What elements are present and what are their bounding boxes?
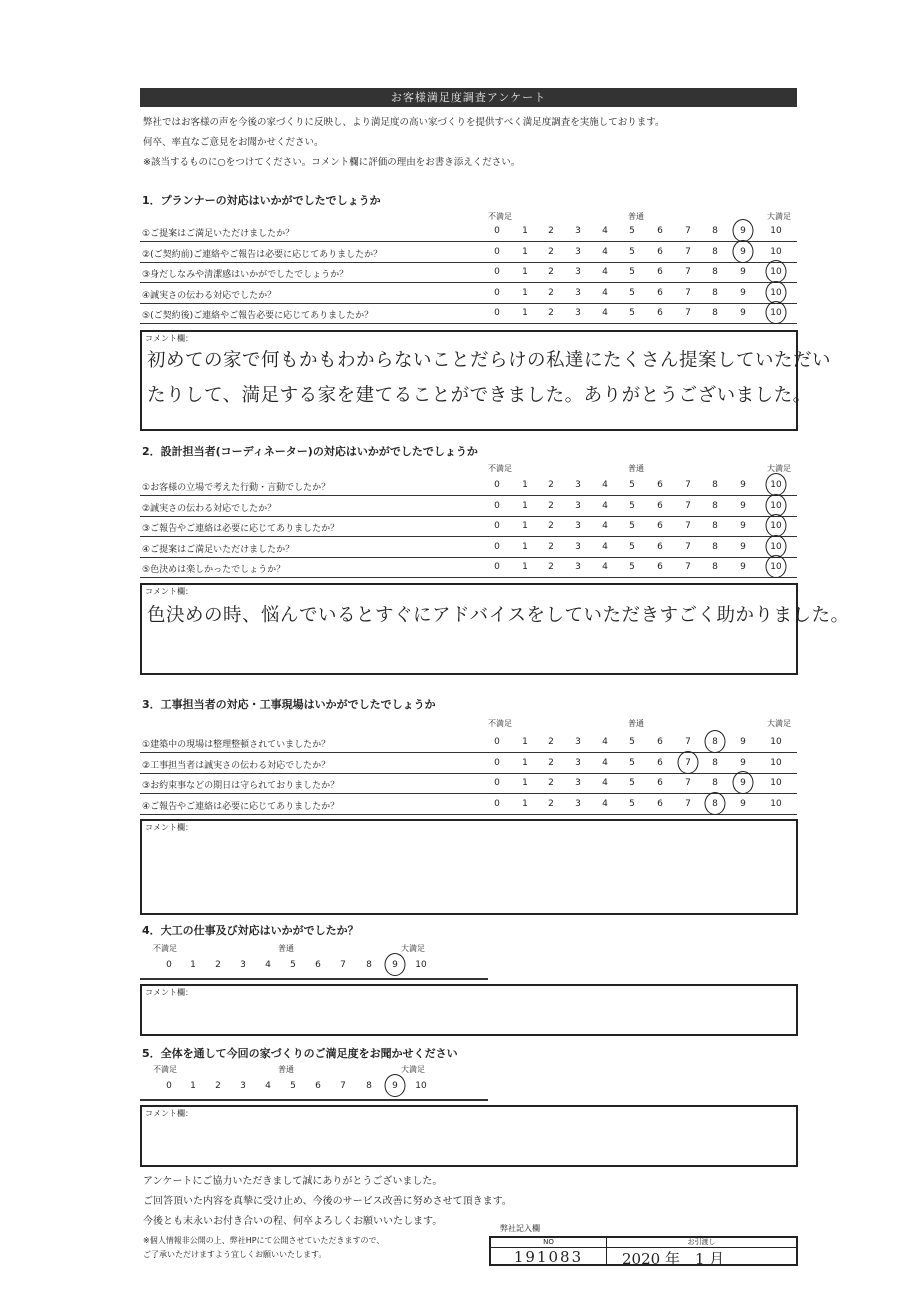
rating-option[interactable]: 7 — [685, 798, 691, 809]
rating-option[interactable]: 7 — [685, 226, 691, 236]
selected-rating[interactable]: 9 — [732, 247, 754, 257]
rating-option[interactable]: 8 — [712, 246, 718, 257]
rating-option[interactable]: 1 — [522, 308, 528, 318]
rating-option[interactable]: 8 — [366, 1081, 372, 1091]
rating-option[interactable]: 7 — [685, 287, 691, 298]
rating-option[interactable]: 1 — [522, 541, 528, 552]
rating-option[interactable]: 4 — [602, 308, 608, 318]
rating-option[interactable]: 6 — [657, 778, 663, 788]
rating-option[interactable]: 5 — [629, 267, 635, 277]
selected-rating[interactable]: 8 — [704, 737, 726, 747]
rating-option[interactable]: 0 — [494, 226, 500, 236]
rating-option[interactable]: 3 — [575, 757, 581, 768]
question-text: ①建築中の現場は整理整頓されていましたか？ — [142, 740, 331, 750]
rating-option[interactable]: 5 — [290, 960, 296, 970]
rating-option[interactable]: 8 — [712, 480, 718, 490]
office-use-table — [489, 1236, 798, 1266]
rating-option[interactable]: 7 — [685, 480, 691, 490]
rating-option[interactable]: 8 — [712, 521, 718, 531]
scale-high-label: 大満足 — [767, 464, 791, 473]
section-3-title: 3．工事担当者の対応・工事現場はいかがでしたでしょうか — [142, 698, 436, 711]
rating-option[interactable]: 9 — [740, 757, 746, 768]
rating-option[interactable]: 8 — [366, 960, 372, 970]
comment-label: コメント欄： — [145, 334, 193, 343]
scale-low-label: 不満足 — [488, 464, 512, 473]
question-row — [140, 263, 797, 283]
rating-option[interactable]: 4 — [602, 737, 608, 747]
rating-option[interactable]: 8 — [712, 500, 718, 511]
question-text: ⑤(ご契約後)ご連絡やご報告必要に応じてありましたか？ — [142, 311, 374, 321]
rating-option[interactable]: 0 — [166, 960, 172, 970]
closing-line-2: ご回答頂いた内容を真摯に受け止め、今後のサービス改善に努めさせて頂きます。 — [143, 1196, 512, 1207]
rating-option[interactable]: 7 — [685, 267, 691, 277]
rating-option[interactable]: 3 — [575, 541, 581, 552]
rating-option[interactable]: 6 — [657, 480, 663, 490]
question-text: ②誠実さの伝わる対応でしたか？ — [142, 503, 277, 514]
rating-option[interactable]: 5 — [629, 757, 635, 768]
rating-option[interactable]: 10 — [770, 246, 782, 257]
rating-option[interactable]: 2 — [548, 737, 554, 747]
rating-option[interactable]: 5 — [629, 521, 635, 531]
rating-option[interactable]: 6 — [657, 541, 663, 552]
rating-option[interactable]: 0 — [494, 562, 500, 572]
question-row — [140, 538, 797, 558]
rating-option[interactable]: 10 — [415, 1081, 427, 1091]
question-text: ④誠実さの伝わる対応でしたか？ — [142, 290, 277, 301]
question-row — [140, 558, 797, 578]
section-5-divider — [140, 1099, 488, 1101]
selected-rating[interactable]: 7 — [677, 758, 699, 768]
rating-option[interactable]: 10 — [770, 757, 782, 768]
question-row — [140, 517, 797, 537]
rating-option[interactable]: 3 — [575, 778, 581, 788]
rating-option[interactable]: 7 — [685, 500, 691, 511]
rating-option[interactable]: 9 — [740, 541, 746, 552]
selected-rating[interactable]: 10 — [765, 480, 787, 490]
rating-option[interactable]: 5 — [629, 246, 635, 257]
rating-option[interactable]: 4 — [602, 267, 608, 277]
rating-option[interactable]: 8 — [712, 308, 718, 318]
rating-option[interactable]: 1 — [522, 500, 528, 511]
rating-option[interactable]: 6 — [657, 308, 663, 318]
rating-option[interactable]: 3 — [575, 562, 581, 572]
section-4-comment-box — [140, 984, 798, 1036]
section-1-title: 1．プランナーの対応はいかがでしたでしょうか — [142, 194, 381, 207]
rating-option[interactable]: 5 — [290, 1081, 296, 1091]
section-5-comment-box — [140, 1105, 798, 1167]
question-text: ②工事担当者は誠実さの伝わる対応でしたか？ — [142, 760, 331, 771]
rating-option[interactable]: 0 — [494, 246, 500, 257]
privacy-note-line-1: ※個人情報非公開の上、弊社HPにて公開させていただきますので、 — [143, 1236, 385, 1245]
section-2-title: 2．設計担当者(コーディネーター)の対応はいかがでしたでしょうか — [142, 445, 478, 458]
rating-option[interactable]: 10 — [770, 226, 782, 236]
rating-option[interactable]: 5 — [629, 480, 635, 490]
rating-option[interactable]: 6 — [657, 562, 663, 572]
rating-option[interactable]: 1 — [190, 960, 196, 970]
rating-option[interactable]: 7 — [685, 308, 691, 318]
rating-option[interactable]: 4 — [602, 246, 608, 257]
rating-option[interactable]: 6 — [657, 521, 663, 531]
rating-option[interactable]: 6 — [657, 500, 663, 511]
rating-option[interactable]: 4 — [602, 778, 608, 788]
section-2-comment-box — [140, 583, 850, 675]
rating-option[interactable]: 7 — [685, 521, 691, 531]
rating-option[interactable]: 7 — [340, 960, 346, 970]
rating-option[interactable]: 6 — [657, 287, 663, 298]
rating-option[interactable]: 2 — [548, 778, 554, 788]
question-row — [140, 497, 797, 517]
scale-low-label: 不満足 — [488, 212, 512, 221]
rating-option[interactable]: 10 — [415, 960, 427, 970]
rating-option[interactable]: 5 — [629, 308, 635, 318]
rating-option[interactable]: 3 — [575, 500, 581, 511]
question-row — [140, 284, 797, 304]
rating-option[interactable]: 4 — [602, 287, 608, 298]
rating-option[interactable]: 7 — [685, 778, 691, 788]
scale-low-label: 不満足 — [488, 719, 512, 728]
rating-option[interactable]: 6 — [657, 267, 663, 277]
rating-option[interactable]: 7 — [685, 541, 691, 552]
rating-option[interactable]: 3 — [575, 287, 581, 298]
rating-option[interactable]: 4 — [265, 1081, 271, 1091]
section-1-comment-line-1: 初めての家で何もかもわからないことだらけの私達にたくさん提案していただい — [147, 350, 832, 371]
closing-line-1: アンケートにご協力いただきまして誠にありがとうございました。 — [143, 1176, 443, 1187]
rating-option[interactable]: 3 — [575, 737, 581, 747]
selected-rating[interactable]: 10 — [765, 267, 787, 277]
rating-option[interactable]: 9 — [740, 287, 746, 298]
rating-option[interactable]: 1 — [522, 798, 528, 809]
rating-option[interactable]: 5 — [629, 500, 635, 511]
rating-option[interactable]: 1 — [522, 267, 528, 277]
rating-option[interactable]: 9 — [740, 562, 746, 572]
comment-label: コメント欄： — [145, 587, 193, 596]
selected-rating[interactable]: 10 — [765, 521, 787, 531]
selected-rating[interactable]: 8 — [704, 799, 726, 809]
scale-low-label: 不満足 — [153, 944, 177, 953]
scale-high-label: 大満足 — [767, 212, 791, 221]
section-1-comment-box — [140, 330, 832, 431]
selected-rating[interactable]: 10 — [765, 501, 787, 511]
rating-option[interactable]: 3 — [575, 246, 581, 257]
rating-option[interactable]: 0 — [494, 737, 500, 747]
rating-option[interactable]: 8 — [712, 267, 718, 277]
rating-option[interactable]: 5 — [629, 287, 635, 298]
question-text: ③お約束事などの期日は守られておりましたか？ — [142, 781, 340, 791]
rating-option[interactable]: 3 — [575, 226, 581, 236]
question-text: ③ご報告やご連絡は必要に応じてありましたか？ — [142, 524, 340, 534]
rating-option[interactable]: 5 — [629, 778, 635, 788]
rating-option[interactable]: 0 — [494, 308, 500, 318]
rating-option[interactable]: 8 — [712, 562, 718, 572]
rating-option[interactable]: 4 — [602, 480, 608, 490]
selected-rating[interactable]: 9 — [384, 960, 406, 970]
rating-option[interactable]: 4 — [602, 521, 608, 531]
rating-option[interactable]: 6 — [315, 960, 321, 970]
rating-option[interactable]: 0 — [494, 541, 500, 552]
section-4-divider — [140, 978, 488, 980]
comment-label: コメント欄： — [145, 1109, 193, 1118]
rating-option[interactable]: 5 — [629, 737, 635, 747]
rating-option[interactable]: 9 — [740, 480, 746, 490]
rating-option[interactable]: 10 — [770, 737, 782, 747]
rating-option[interactable]: 4 — [602, 757, 608, 768]
question-row — [140, 774, 797, 794]
question-row — [140, 243, 797, 263]
scale-mid-label: 普通 — [628, 212, 644, 221]
comment-label: コメント欄： — [145, 988, 193, 997]
scale-high-label: 大満足 — [401, 1065, 425, 1074]
question-text: ①ご提案はご満足いただけましたか？ — [142, 229, 295, 239]
rating-option[interactable]: 9 — [740, 521, 746, 531]
rating-option[interactable]: 9 — [740, 737, 746, 747]
question-text: ③身だしなみや清潔感はいかがでしたでしょうか？ — [142, 270, 349, 280]
rating-option[interactable]: 3 — [575, 798, 581, 809]
rating-option[interactable]: 8 — [712, 757, 718, 768]
rating-option[interactable]: 2 — [548, 757, 554, 768]
selected-rating[interactable]: 10 — [765, 562, 787, 572]
office-use-label: 弊社記入欄 — [500, 1224, 540, 1233]
question-text: ④ご報告やご連絡は必要に応じてありましたか？ — [142, 801, 340, 812]
scale-mid-label: 普通 — [628, 464, 644, 473]
comment-label: コメント欄： — [145, 823, 193, 832]
question-row — [140, 754, 797, 774]
rating-option[interactable]: 2 — [548, 246, 554, 257]
scale-mid-label: 普通 — [628, 719, 644, 728]
rating-option[interactable]: 8 — [712, 541, 718, 552]
section-2-comment-line-1: 色決めの時、悩んでいるとすぐにアドバイスをしていただきすごく助かりました。 — [147, 605, 850, 626]
question-row — [140, 795, 797, 815]
question-text: ⑤色決めは楽しかったでしょうか？ — [142, 565, 286, 575]
intro-line-2: 何卒、率直なご意見をお聞かせください。 — [143, 137, 324, 148]
selected-rating[interactable]: 9 — [732, 778, 754, 788]
rating-option[interactable]: 2 — [548, 541, 554, 552]
privacy-note-line-2: ご了承いただけますよう宜しくお願いいたします。 — [143, 1250, 327, 1259]
rating-option[interactable]: 8 — [712, 287, 718, 298]
rating-option[interactable]: 4 — [602, 562, 608, 572]
selected-rating[interactable]: 10 — [765, 542, 787, 552]
rating-option[interactable]: 3 — [575, 267, 581, 277]
rating-option[interactable]: 6 — [657, 737, 663, 747]
rating-option[interactable]: 2 — [548, 308, 554, 318]
rating-option[interactable]: 1 — [522, 521, 528, 531]
rating-option[interactable]: 2 — [215, 960, 221, 970]
rating-option[interactable]: 1 — [522, 778, 528, 788]
rating-option[interactable]: 1 — [522, 287, 528, 298]
rating-option[interactable]: 2 — [548, 500, 554, 511]
rating-option[interactable]: 2 — [548, 562, 554, 572]
rating-option[interactable]: 1 — [522, 226, 528, 236]
intro-line-3: ※該当するものに○をつけてください。コメント欄に評価の理由をお書き添えください。 — [143, 157, 521, 168]
rating-option[interactable]: 1 — [522, 480, 528, 490]
rating-option[interactable]: 3 — [240, 1081, 246, 1091]
closing-line-3: 今後とも末永いお付き合いの程、何卒よろしくお願いいたします。 — [143, 1216, 443, 1227]
rating-option[interactable]: 7 — [685, 737, 691, 747]
question-row — [140, 304, 797, 324]
rating-option[interactable]: 3 — [575, 308, 581, 318]
rating-option[interactable]: 4 — [602, 541, 608, 552]
rating-option[interactable]: 0 — [494, 521, 500, 531]
rating-option[interactable]: 9 — [740, 308, 746, 318]
question-row — [140, 476, 797, 496]
question-text: ①お客様の立場で考えた行動・言動でしたか？ — [142, 483, 331, 493]
rating-option[interactable]: 1 — [522, 562, 528, 572]
scale-low-label: 不満足 — [153, 1065, 177, 1074]
selected-rating[interactable]: 10 — [765, 288, 787, 298]
question-text: ④ご提案はご満足いただけましたか？ — [142, 544, 295, 555]
intro-line-1: 弊社ではお客様の声を今後の家づくりに反映し、より満足度の高い家づくりを提供すべく満足度調査を実施しております。 — [143, 117, 665, 128]
scale-high-label: 大満足 — [401, 944, 425, 953]
rating-option[interactable]: 0 — [494, 267, 500, 277]
section-4-title: 4．大工の仕事及び対応はいかがでしたか？ — [142, 924, 359, 937]
rating-option[interactable]: 6 — [657, 798, 663, 809]
rating-option[interactable]: 1 — [522, 737, 528, 747]
rating-option[interactable]: 0 — [494, 480, 500, 490]
rating-option[interactable]: 9 — [740, 267, 746, 277]
rating-option[interactable]: 1 — [522, 246, 528, 257]
rating-option[interactable]: 0 — [494, 757, 500, 768]
rating-option[interactable]: 2 — [548, 798, 554, 809]
rating-option[interactable]: 7 — [685, 246, 691, 257]
section-5-title: 5．全体を通して今回の家づくりのご満足度をお聞かせください — [142, 1047, 458, 1060]
rating-option[interactable]: 5 — [629, 562, 635, 572]
selected-rating[interactable]: 10 — [765, 308, 787, 318]
rating-option[interactable]: 4 — [602, 226, 608, 236]
delivery-header: お引渡し — [607, 1238, 796, 1248]
no-header: NO — [491, 1238, 607, 1248]
question-row — [140, 222, 797, 242]
rating-option[interactable]: 2 — [548, 521, 554, 531]
selected-rating[interactable]: 9 — [384, 1081, 406, 1091]
rating-option[interactable]: 1 — [522, 757, 528, 768]
rating-option[interactable]: 2 — [548, 226, 554, 236]
rating-option[interactable]: 6 — [657, 226, 663, 236]
rating-option[interactable]: 3 — [240, 960, 246, 970]
question-text: ②(ご契約前)ご連絡やご報告は必要に応じてありましたか？ — [142, 249, 383, 260]
rating-option[interactable]: 4 — [602, 798, 608, 809]
rating-option[interactable]: 6 — [315, 1081, 321, 1091]
rating-option[interactable]: 9 — [740, 500, 746, 511]
scale-mid-label: 普通 — [278, 1065, 294, 1074]
rating-option[interactable]: 0 — [494, 500, 500, 511]
no-value: 191083 — [491, 1248, 607, 1266]
delivery-value: 2020 年 1 月 — [622, 1250, 725, 1268]
scale-mid-label: 普通 — [278, 944, 294, 953]
survey-title: お客様満足度調査アンケート — [140, 88, 797, 107]
question-row — [140, 733, 797, 753]
rating-option[interactable]: 5 — [629, 226, 635, 236]
rating-option[interactable]: 0 — [494, 778, 500, 788]
rating-option[interactable]: 7 — [685, 562, 691, 572]
rating-option[interactable]: 6 — [657, 246, 663, 257]
rating-option[interactable]: 4 — [602, 500, 608, 511]
scale-high-label: 大満足 — [767, 719, 791, 728]
rating-option[interactable]: 7 — [340, 1081, 346, 1091]
rating-option[interactable]: 6 — [657, 757, 663, 768]
rating-option[interactable]: 2 — [548, 480, 554, 490]
section-3-comment-box — [140, 819, 798, 915]
section-1-comment-line-2: たりして、満足する家を建てることができました。ありがとうございました。 — [147, 385, 812, 406]
rating-option[interactable]: 10 — [770, 798, 782, 809]
rating-option[interactable]: 5 — [629, 541, 635, 552]
rating-option[interactable]: 2 — [215, 1081, 221, 1091]
rating-option[interactable]: 1 — [190, 1081, 196, 1091]
rating-option[interactable]: 5 — [629, 798, 635, 809]
rating-option[interactable]: 4 — [265, 960, 271, 970]
rating-option[interactable]: 2 — [548, 287, 554, 298]
rating-option[interactable]: 3 — [575, 480, 581, 490]
rating-option[interactable]: 0 — [494, 798, 500, 809]
selected-rating[interactable]: 9 — [732, 226, 754, 236]
rating-option[interactable]: 3 — [575, 521, 581, 531]
rating-option[interactable]: 0 — [166, 1081, 172, 1091]
rating-option[interactable]: 8 — [712, 778, 718, 788]
rating-option[interactable]: 8 — [712, 226, 718, 236]
rating-option[interactable]: 0 — [494, 287, 500, 298]
rating-option[interactable]: 9 — [740, 798, 746, 809]
rating-option[interactable]: 10 — [770, 778, 782, 788]
rating-option[interactable]: 2 — [548, 267, 554, 277]
